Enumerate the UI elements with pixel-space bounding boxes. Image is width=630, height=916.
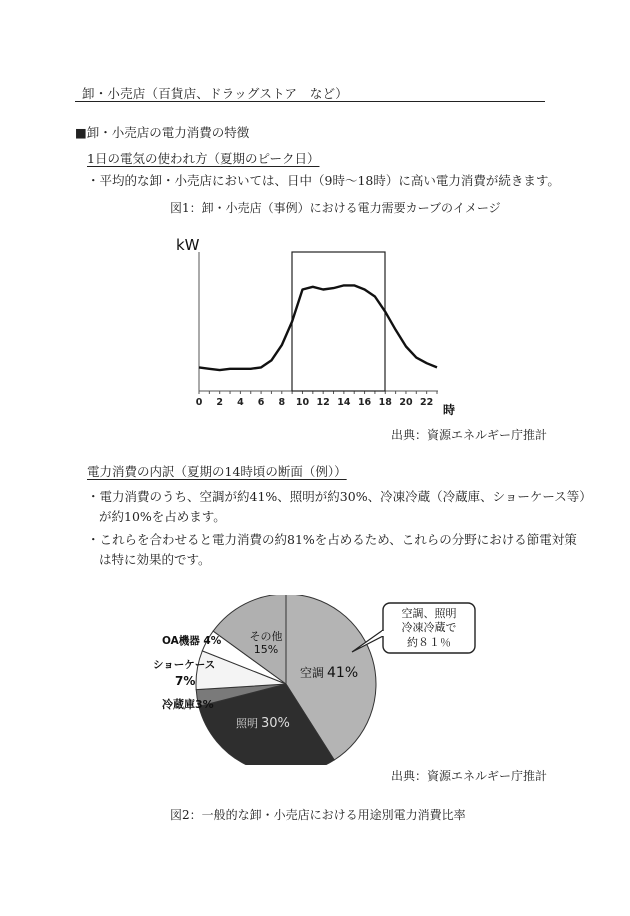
label-aircon: 空調 41%: [300, 665, 359, 681]
svg-text:4: 4: [237, 397, 244, 408]
svg-text:22: 22: [420, 397, 434, 408]
svg-text:16: 16: [357, 397, 372, 408]
svg-text:10: 10: [295, 397, 310, 408]
power-usage-pie-chart: [150, 595, 485, 765]
bullet-breakdown-2-line2: は特に効果的です。: [99, 552, 211, 567]
bullet-breakdown-1-line2: が約10%を占めます。: [99, 509, 226, 524]
svg-text:0: 0: [195, 397, 203, 408]
subsection-title-daily-usage: 1日の電気の使われ方（夏期のピーク日）: [87, 151, 320, 166]
callout-line3: 約８１％: [407, 636, 451, 649]
svg-text:12: 12: [316, 397, 330, 408]
bullet-breakdown-1-line1: ・電力消費のうち、空調が約41%、照明が約30%、冷凍冷蔵（冷蔵庫、ショーケース等）: [87, 489, 592, 504]
callout-line2: 冷凍冷蔵で: [401, 621, 457, 634]
x-axis-tick-labels: [196, 397, 434, 408]
section-title: ■卸・小売店の電力消費の特徴: [75, 125, 250, 140]
x-axis-label: 時: [443, 403, 456, 417]
subsection-title-breakdown: 電力消費の内訳（夏期の14時頃の断面（例））: [87, 464, 347, 479]
label-showcase: ショーケース: [153, 659, 216, 671]
demand-curve: [199, 285, 437, 370]
label-oa: OA機器 4%: [162, 635, 222, 647]
figure2-source: 出典：資源エネルギー庁推計: [391, 769, 548, 783]
figure2-caption: 図2：一般的な卸・小売店における用途別電力消費比率: [170, 808, 466, 822]
power-demand-line-chart: [170, 230, 460, 420]
bullet-breakdown-2: [87, 530, 577, 570]
bullet-daily-usage: ・平均的な卸・小売店においては、日中（9時～18時）に高い電力消費が続きます。: [87, 173, 560, 188]
svg-text:6: 6: [257, 397, 265, 408]
label-lighting: 照明 30%: [236, 716, 290, 731]
svg-text:14: 14: [337, 397, 351, 408]
bullet-breakdown-2-line1: ・これらを合わせると電力消費の約81%を占めるため、これらの分野における節電対策: [87, 532, 577, 547]
label-other-pct: 15%: [253, 643, 279, 656]
svg-text:18: 18: [378, 397, 392, 408]
figure1-caption: 図1：卸・小売店（事例）における電力需要カーブのイメージ: [170, 201, 501, 215]
label-fridge: 冷蔵庫3%: [162, 698, 214, 711]
label-showcase-pct: 7%: [175, 674, 196, 688]
callout-line1: 空調、照明: [401, 607, 457, 620]
label-other: その他: [249, 630, 283, 643]
svg-text:8: 8: [278, 397, 286, 408]
peak-hours-highlight-box: [292, 252, 385, 391]
figure1-source: 出典：資源エネルギー庁推計: [391, 428, 548, 442]
svg-text:2: 2: [216, 397, 224, 408]
svg-text:20: 20: [399, 397, 413, 408]
document-header: 卸・小売店（百貨店、ドラッグストア など）: [82, 86, 348, 101]
header-divider: [75, 101, 545, 102]
bullet-breakdown-1: [87, 487, 592, 527]
y-axis-label: kW: [176, 236, 200, 254]
